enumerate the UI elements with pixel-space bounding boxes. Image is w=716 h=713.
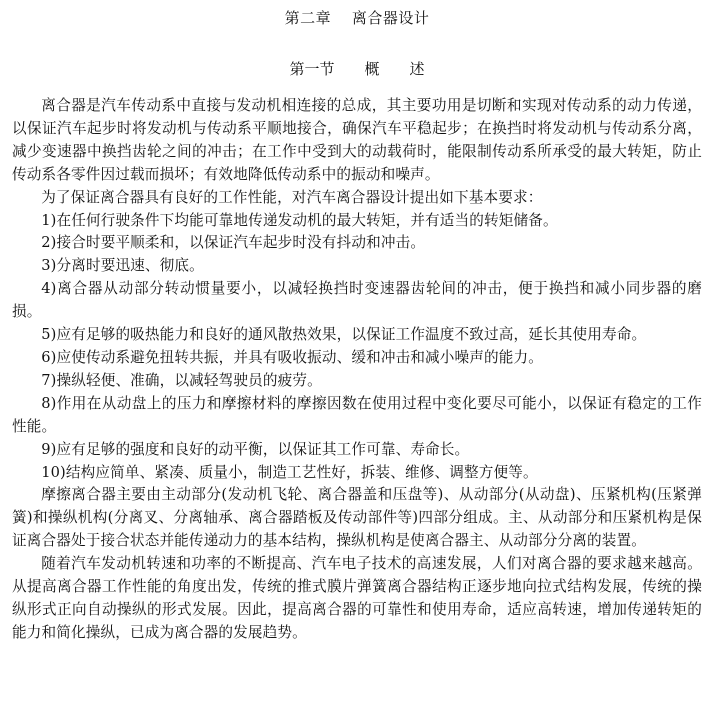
requirement-item-1: 1)在任何行驶条件下均能可靠地传递发动机的最大转矩，并有适当的转矩储备。 [41,211,558,229]
document-body [12,95,702,645]
paragraph-trend: 随着汽车发动机转速和功率的不断提高、汽车电子技术的高速发展，人们对离合器的要求越来越高。从提高离合器工作性能的角度出发，传统的推式膜片弹簧离合器结构正逐步地向拉式结构发展，传统的操纵形式正向自动操纵的形式发展。因此，提高离合器的可靠性和使用寿命，适应高转速，增加传递转矩的能力和简化操纵，已成为离合器的发展趋势。 [12,555,702,641]
chapter-title: 第二章 离合器设计 [284,9,430,27]
paragraph-intro: 离合器是汽车传动系中直接与发动机相连接的总成，其主要功用是切断和实现对传动系的动力传递，以保证汽车起步时将发动机与传动系平顺地接合，确保汽车平稳起步；在换挡时将发动机与传动系分离，减少变速器中换挡齿轮之间的冲击；在工作中受到大的动载荷时，能限制传动系所承受的最大转矩，防止传动系各零件因过载而损坏；有效地降低传动系中的振动和噪声。 [12,97,702,183]
paragraph-requirements-lead: 为了保证离合器具有良好的工作性能，对汽车离合器设计提出如下基本要求： [41,188,543,206]
requirement-item-7: 7)操纵轻便、准确，以减轻驾驶员的疲劳。 [41,371,322,389]
paragraph-structure: 摩擦离合器主要由主动部分(发动机飞轮、离合器盖和压盘等)、从动部分(从动盘)、压紧机构(压紧弹簧)和操纵机构(分离叉、分离轴承、离合器踏板及传动部件等)四部分组成。主、从动部分和压紧机构是保证离合器处于接合状态并能传递动力的基本结构，操纵机构是使离合器主、从动部分分离的装置。 [12,486,702,550]
requirement-item-2: 2)接合时要平顺柔和，以保证汽车起步时没有抖动和冲击。 [41,234,426,252]
requirement-item-10: 10)结构应简单、紧凑、质量小，制造工艺性好，拆装、维修、调整方便等。 [41,463,538,481]
section-title: 第一节 概 述 [289,60,425,78]
requirement-item-3: 3)分离时要迅速、彻底。 [41,257,204,275]
requirement-item-9: 9)应有足够的强度和良好的动平衡，以保证其工作可靠、寿命长。 [41,440,470,458]
requirement-item-8: 8)作用在从动盘上的压力和摩擦材料的摩擦因数在使用过程中变化要尽可能小，以保证有稳定的工作性能。 [12,394,702,435]
requirement-item-6: 6)应使传动系避免扭转共振，并具有吸收振动、缓和冲击和减小噪声的能力。 [41,348,544,366]
requirement-item-4: 4)离合器从动部分转动惯量要小，以减轻换挡时变速器齿轮间的冲击，便于换挡和减小同步器的磨损。 [12,280,702,321]
requirement-item-5: 5)应有足够的吸热能力和良好的通风散热效果，以保证工作温度不致过高，延长其使用寿命。 [41,326,647,344]
